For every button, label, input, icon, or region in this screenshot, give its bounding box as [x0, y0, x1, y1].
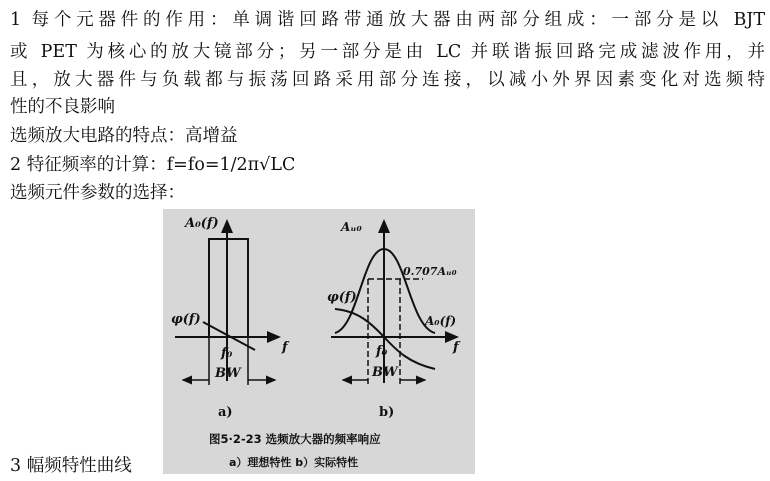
left-x-label: f [282, 340, 288, 355]
left-sub-label: a) [218, 405, 233, 420]
right-ylabel: Aᵤ₀ [341, 220, 362, 234]
right-f0-label: f₀ [376, 344, 388, 359]
ideal-passband-rect [209, 239, 248, 337]
paragraph-line-4: 性的不良影响 [10, 97, 115, 117]
frequency-formula-line: 2 特征频率的计算：f=fo=1/2π√LC [10, 155, 296, 175]
left-ylabel: A₀(f) [185, 216, 219, 231]
amplitude-curve-heading: 3 幅频特性曲线 [10, 456, 132, 476]
paragraph-line-3: 且，放大器件与负载都与振荡回路采用部分连接，以减小外界因素变化对选频特 [10, 70, 765, 90]
right-sub-label: b) [379, 405, 395, 420]
feature-line: 选频放大电路的特点：高增益 [10, 126, 238, 146]
figure-subcaption: a）理想特性 b）实际特性 [229, 456, 359, 469]
right-phase-label: φ(f) [327, 290, 357, 305]
left-bw-label: BW [215, 366, 241, 381]
right-level-label: 0.707Aᵤ₀ [403, 265, 457, 278]
right-bw-label: BW [372, 365, 398, 380]
left-phase-label: φ(f) [171, 312, 201, 327]
right-curve-label: A₀(f) [425, 314, 457, 328]
parameter-selection-line: 选频元件参数的选择： [10, 183, 185, 203]
frequency-response-diagram [163, 209, 475, 474]
right-x-label: f [453, 340, 459, 355]
paragraph-line-1: 1 每个元器件的作用：单调谐回路带通放大器由两部分组成：一部分是以 BJT [10, 10, 765, 30]
paragraph-line-2: 或 PET 为核心的放大镜部分；另一部分是由 LC 并联谐振回路完成滤波作用，并 [10, 42, 765, 62]
frequency-response-figure [163, 209, 475, 474]
figure-caption: 图5·2-23 选频放大器的频率响应 [209, 432, 381, 446]
left-f0-label: f₀ [221, 346, 233, 361]
